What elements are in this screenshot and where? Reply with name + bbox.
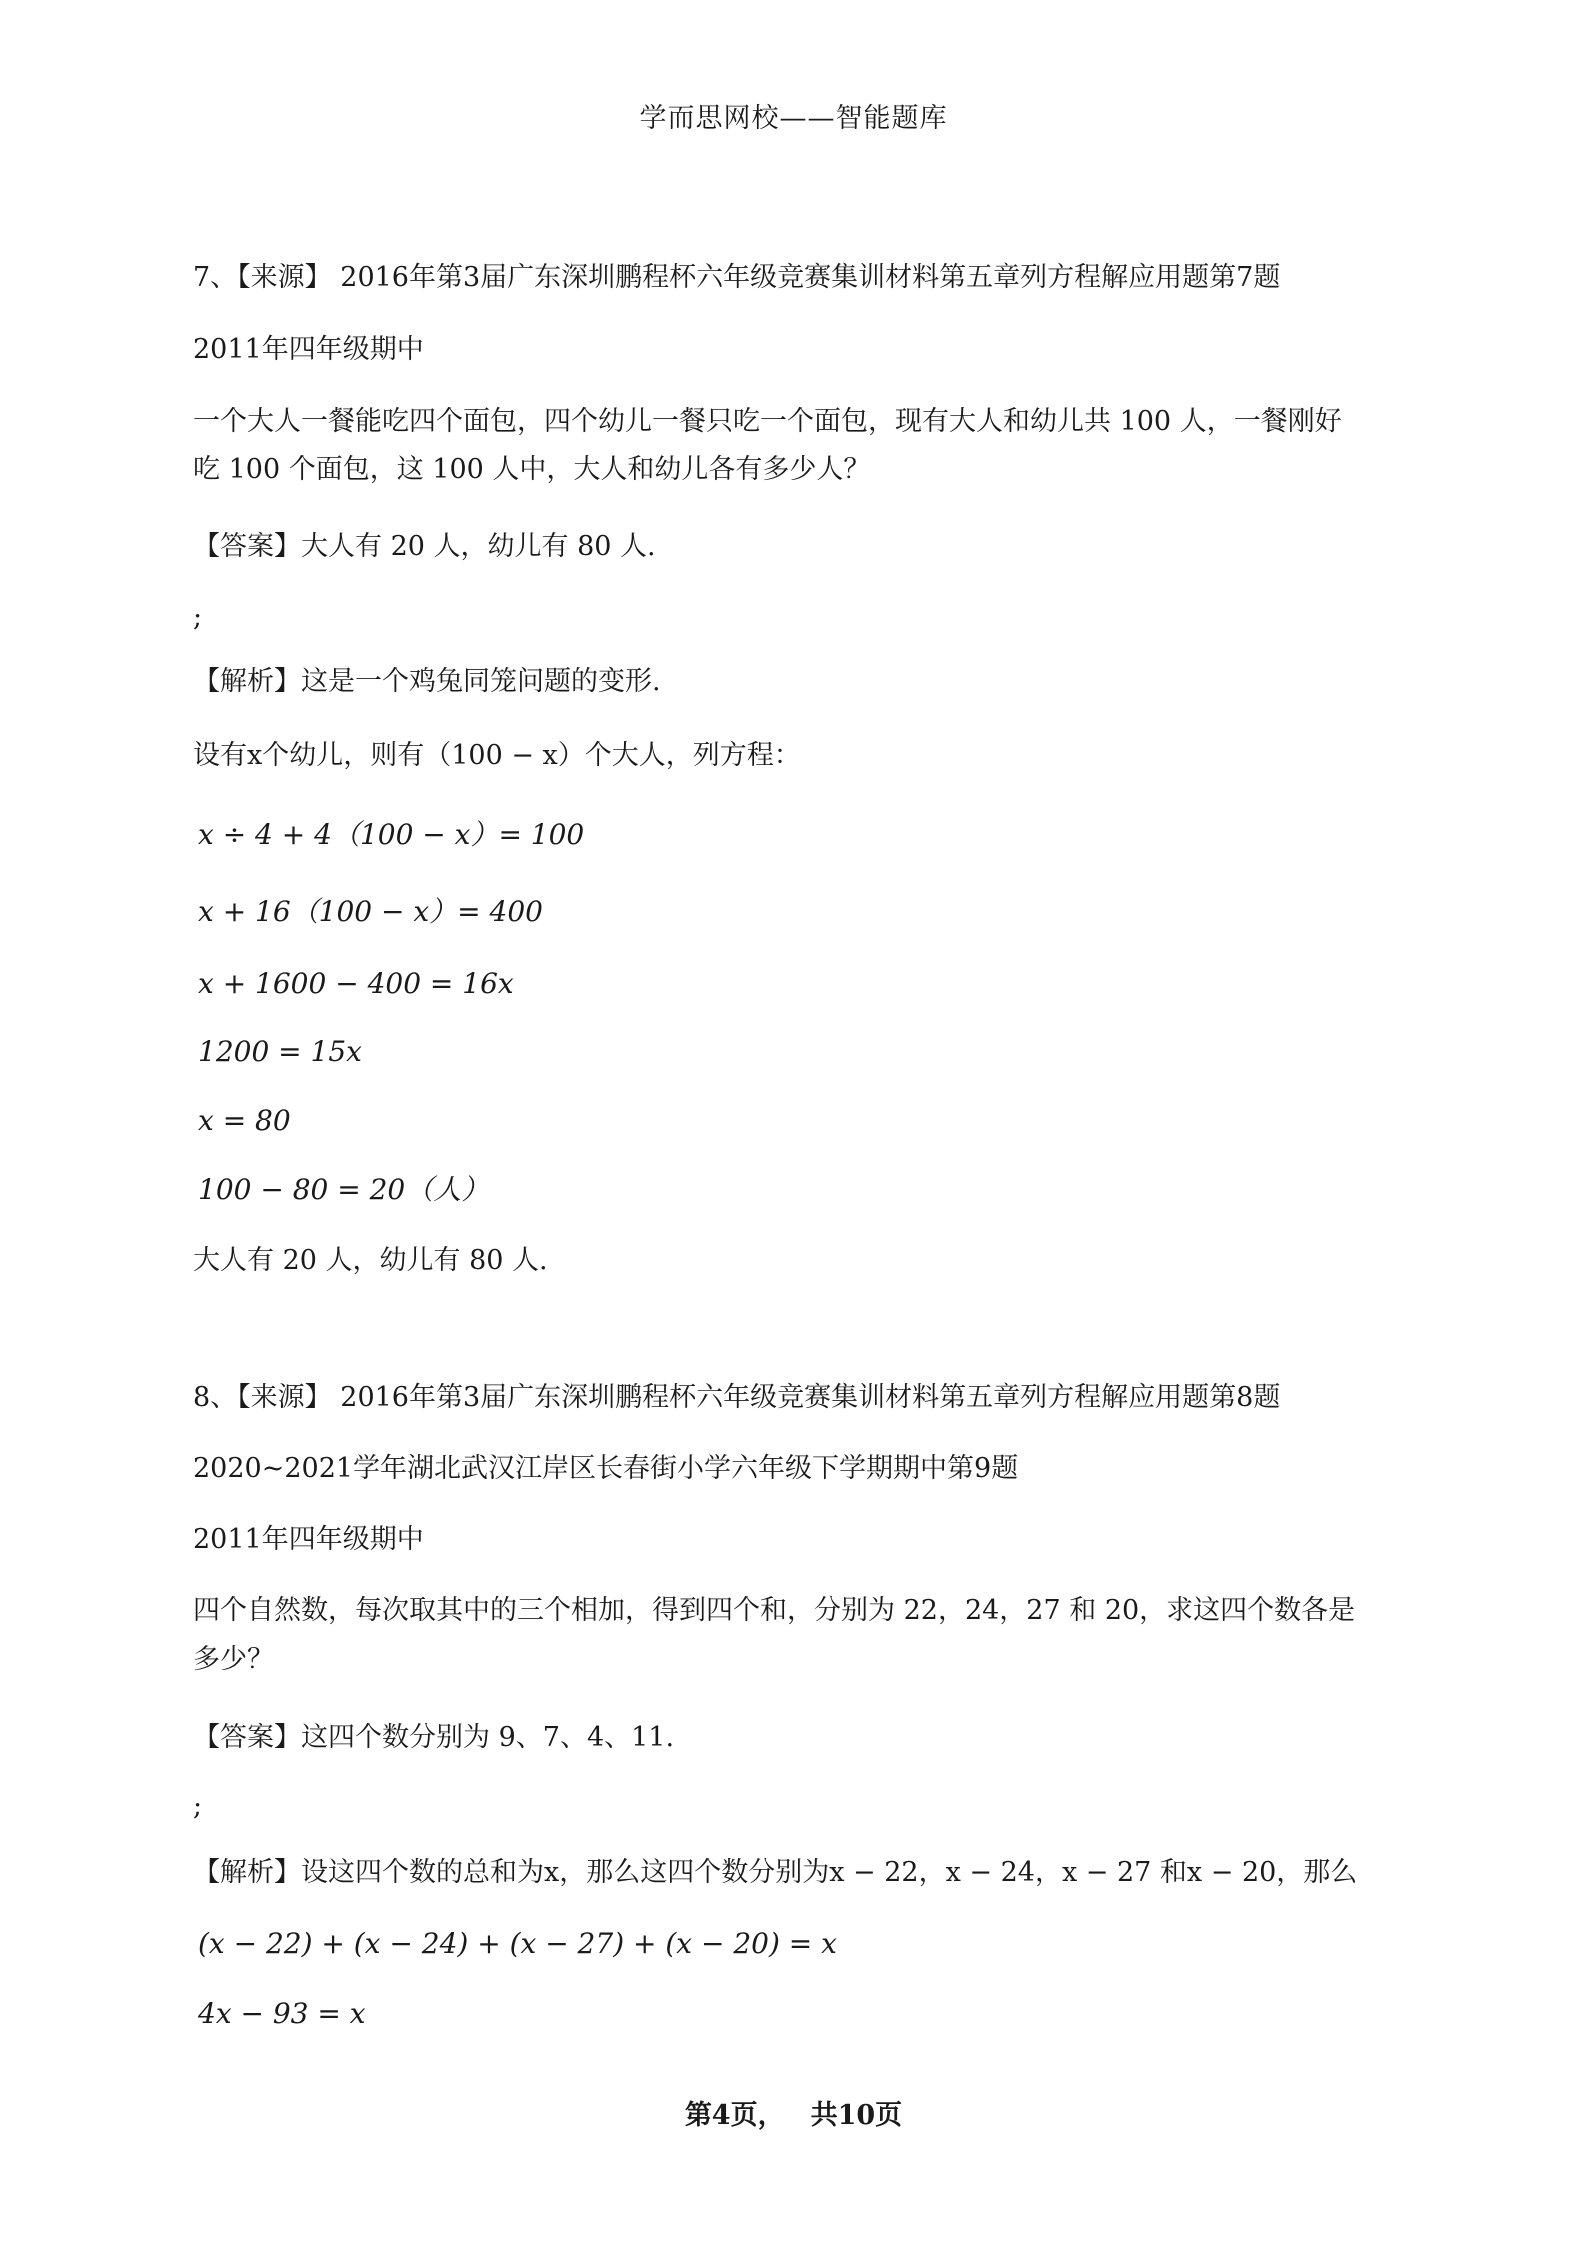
q7-step-6: 100 − 80 = 20（人） [198, 1173, 490, 1206]
q7-analysis: 【解析】这是一个鸡兔同笼问题的变形. [193, 666, 661, 697]
q7-question-line-2: 吃 100 个面包，这 100 人中，大人和幼儿各有多少人？ [193, 454, 871, 485]
page-total: 共10页 [810, 2100, 903, 2131]
q7-question-line-1: 一个大人一餐能吃四个面包，四个幼儿一餐只吃一个面包，现有大人和幼儿共 100 人，一餐刚好 [193, 406, 1342, 437]
q7-tag: 2011年四年级期中 [193, 334, 424, 365]
page-footer [0, 2093, 1587, 2132]
q7-step-4: 1200 = 15x [198, 1035, 362, 1068]
q7-answer: 【答案】大人有 20 人，幼儿有 80 人. [193, 531, 656, 562]
q8-analysis: 【解析】设这四个数的总和为x，那么这四个数分别为x − 22，x − 24，x − 27 和x − 20，那么 [193, 1857, 1358, 1888]
q8-source-2: 2020~2021学年湖北武汉江岸区长春街小学六年级下学期期中第9题 [193, 1453, 1019, 1484]
q8-question-line-1: 四个自然数，每次取其中的三个相加，得到四个和，分别为 22，24，27 和 20，求这四个数各是 [193, 1595, 1356, 1626]
q8-question-line-2: 多少？ [193, 1644, 274, 1675]
q8-step-2: 4x − 93 = x [198, 1997, 366, 2030]
page-number: 第4页， [684, 2100, 785, 2131]
q7-setup: 设有x个幼儿，则有（100 − x）个大人，列方程： [193, 740, 801, 771]
q8-step-1: (x − 22) + (x − 24) + (x − 27) + (x − 20) = x [198, 1927, 837, 1960]
q7-separator: ; [193, 602, 203, 633]
q8-separator: ; [193, 1791, 203, 1822]
q7-step-5: x = 80 [198, 1104, 291, 1137]
page-header: 学而思网校——智能题库 [639, 103, 948, 134]
q7-source: 7、【来源】 2016年第3届广东深圳鹏程杯六年级竞赛集训材料第五章列方程解应用题第7题 [193, 262, 1281, 293]
q8-answer: 【答案】这四个数分别为 9、7、4、11. [193, 1722, 675, 1753]
q7-step-3: x + 1600 − 400 = 16x [198, 967, 514, 1000]
q7-step-2: x + 16（100 − x）= 400 [198, 895, 543, 928]
q7-conclusion: 大人有 20 人，幼儿有 80 人. [193, 1245, 548, 1276]
q8-tag: 2011年四年级期中 [193, 1524, 424, 1555]
q8-source: 8、【来源】 2016年第3届广东深圳鹏程杯六年级竞赛集训材料第五章列方程解应用题第8题 [193, 1382, 1281, 1413]
q7-step-1: x ÷ 4 + 4（100 − x）= 100 [198, 818, 585, 851]
